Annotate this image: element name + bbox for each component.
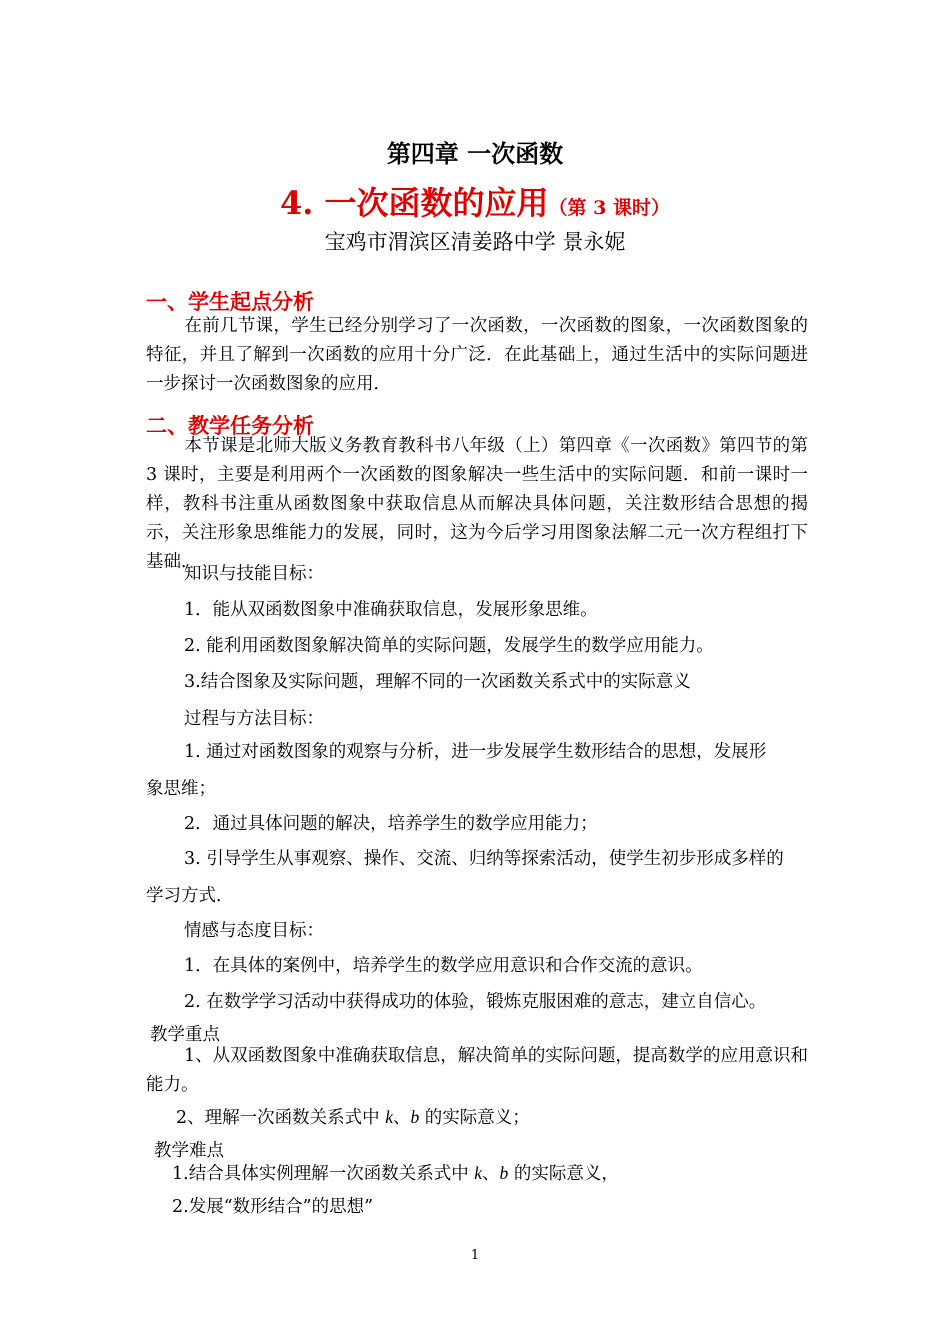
knowledge-goal-item: 1．能从双函数图象中准确获取信息，发展形象思维。 [184,600,598,620]
process-goal-item: 1. 通过对函数图象的观察与分析，进一步发展学生数形结合的思想，发展形 [184,742,767,762]
knowledge-goals-title: 知识与技能目标： [184,564,324,584]
page-number: 1 [470,1248,480,1263]
difficulty-item: 2.发展“数形结合”的思想” [172,1197,374,1217]
lesson-title [0,178,950,224]
emotion-goals-title: 情感与态度目标： [184,921,324,941]
lesson-title-sub: （第 3 课时） [548,197,670,219]
process-goal-item: 2．通过具体问题的解决，培养学生的数学应用能力； [184,814,598,834]
process-goals-title: 过程与方法目标： [184,709,324,729]
section1-paragraph: 在前几节课，学生已经分别学习了一次函数，一次函数的图象，一次函数图象的特征，并且了解到一次函数的应用十分广泛．在此基础上，通过生活中的实际问题进一步探讨一次函数图象的应用． [146,316,808,394]
process-goal-item: 3. 引导学生从事观察、操作、交流、归纳等探索活动，使学生初步形成多样的 [184,849,784,869]
knowledge-goal-item: 3.结合图象及实际问题，理解不同的一次函数关系式中的实际意义 [184,672,691,692]
difficulty-item: 1.结合具体实例理解一次函数关系式中 k、b 的实际意义， [172,1163,619,1184]
section2-heading: 二、教学任务分析 [146,413,314,438]
emotion-goal-item: 2. 在数学学习活动中获得成功的体验，锻炼克服困难的意志，建立自信心。 [184,992,767,1012]
lesson-title-main: 4. 一次函数的应用 [279,184,549,222]
key-point-item: 1、从双函数图象中准确获取信息，解决简单的实际问题，提高数学的应用意识和能力。 [146,1046,808,1095]
section2-paragraph: 本节课是北师大版义务教育教科书八年级（上）第四章《一次函数》第四节的第 3 课时，主要是利用两个一次函数的图象解决一些生活中的实际问题．和前一课时一样，教科书注重从函数图象中获取信息从而解决具体问题，关注数形结合思想的揭示，关注形象思维能力的发展，同时，这为今后学习用图象法解二元一次方程组打下基础． [146,436,808,572]
key-points-title: 教学重点 [150,1025,220,1045]
process-goal-item-cont: 学习方式． [146,886,234,906]
difficulties-title: 教学难点 [154,1141,224,1161]
chapter-title: 第四章 一次函数 [386,139,564,168]
knowledge-goal-item: 2. 能利用函数图象解决简单的实际问题，发展学生的数学应用能力。 [184,636,714,656]
process-goal-item-cont: 象思维； [146,779,216,799]
section1-heading: 一、学生起点分析 [146,289,314,314]
author-line: 宝鸡市渭滨区清姜路中学 景永妮 [324,230,626,254]
emotion-goal-item: 1．在具体的案例中，培养学生的数学应用意识和合作交流的意识。 [184,956,703,976]
key-point-item: 2、理解一次函数关系式中 k、b 的实际意义； [176,1107,530,1128]
